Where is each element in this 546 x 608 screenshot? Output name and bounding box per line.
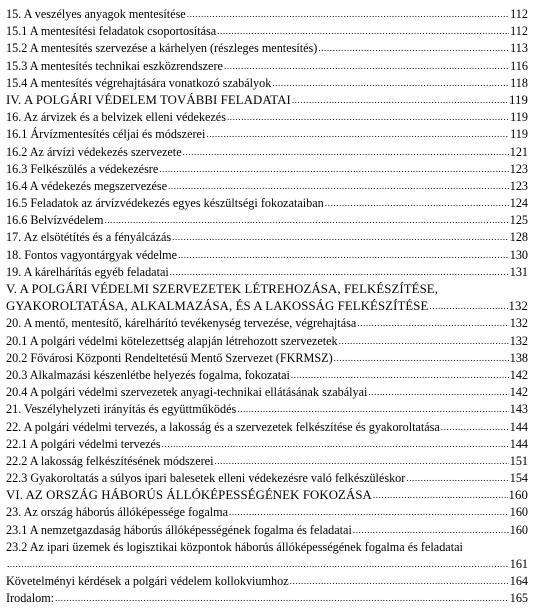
- dot-leader: [334, 354, 509, 363]
- toc-entry-page: 164: [509, 574, 528, 589]
- toc-entry-title: 15.2 A mentesítés szervezése a kárhelyen (részleges mentesítés): [6, 41, 318, 56]
- dot-leader: [159, 165, 508, 174]
- dot-leader: [168, 182, 509, 191]
- dot-leader: [170, 268, 509, 277]
- toc-entry: [6, 504, 528, 521]
- toc-entry-page: 144: [509, 436, 528, 451]
- toc-entry-title: 20.4 A polgári védelmi szervezetek anyagi-technikai ellátásának szabályai: [6, 385, 368, 400]
- toc-entry: [6, 75, 528, 92]
- toc-entry-page: 142: [509, 367, 528, 382]
- toc-entry-title: 20.3 Alkalmazási készenlétbe helyezés fogalma, fokozatai: [6, 367, 290, 382]
- toc-entry-title: Irodalom:: [6, 591, 55, 606]
- toc-entry-page: 143: [509, 402, 528, 417]
- toc-entry: [6, 315, 528, 332]
- toc-entry-title: 16.4 A védekezés megszervezése: [6, 178, 168, 193]
- dot-leader: [357, 319, 508, 328]
- toc-entry: [6, 6, 528, 23]
- toc-entry-title: 21. Veszélyhelyzeti irányítás és együttműködés: [6, 402, 237, 417]
- dot-leader: [291, 371, 509, 380]
- toc-entry-title: 16.3 Felkészülés a védekezésre: [6, 161, 159, 176]
- toc-entry-title: VI. AZ ORSZÁG HÁBORÚS ÁLLÓKÉPESSÉGÉNEK FOKOZÁSA: [6, 488, 372, 503]
- dot-leader: [172, 233, 509, 242]
- toc-entry: [6, 195, 528, 212]
- toc-chapter-heading: [6, 487, 528, 504]
- toc-entry-title: 16.2 Az árvízi védekezés szervezete: [6, 144, 182, 159]
- toc-entry-title: 22. A polgári védelmi tervezés, a lakosság és a szervezetek felkészítése és gyakoroltatása: [6, 419, 440, 434]
- toc-entry-title: 15.4 A mentesítés végrehajtására vonatkozó szabályok: [6, 75, 272, 90]
- toc-entry-title: 23. Az ország háborús állóképessége fogalma: [6, 505, 229, 520]
- dot-leader: [162, 440, 509, 449]
- toc-entry-page: 165: [509, 591, 528, 606]
- toc-entry-title: 22.2 A lakosság felkészítésének módszerei: [6, 453, 214, 468]
- dot-leader: [373, 491, 508, 500]
- toc-chapter-heading: [6, 281, 528, 315]
- toc-entry: [6, 453, 528, 470]
- toc-entry: [6, 367, 528, 384]
- toc-chapter-heading: [6, 92, 528, 109]
- toc-entry-title: 15. A veszélyes anyagok mentesítése: [6, 7, 186, 21]
- toc-entry-page: 124: [509, 196, 528, 211]
- dot-leader: [325, 199, 509, 208]
- toc-entry-page: 125: [509, 213, 528, 228]
- toc-entry-page: 160: [509, 522, 528, 537]
- toc-entry: [6, 436, 528, 453]
- toc-entry-page: 123: [509, 161, 528, 176]
- toc-entry-title-continued: GYAKOROLTATÁSA, ALKALMAZÁSA, ÉS A LAKOSSÁG FELKÉSZÍTÉSE: [6, 299, 429, 314]
- toc-entry-title: 20.1 A polgári védelmi kötelezettség alapján létrehozott szervezetek: [6, 333, 338, 348]
- toc-entry-title: 20. A mentő, mentesítő, kárelhárító tevékenység tervezése, végrehajtása: [6, 316, 357, 331]
- toc-entry-page: 132: [509, 333, 528, 348]
- dot-leader: [290, 577, 509, 586]
- toc-entry: [6, 40, 528, 57]
- toc-entry: [6, 178, 528, 195]
- toc-entry-title: 23.1 A nemzetgazdaság háborús állóképességének fogalma és feladatai: [6, 522, 352, 537]
- dot-leader: [368, 388, 508, 397]
- toc-entry: [6, 264, 528, 281]
- toc-entry-page: 118: [510, 75, 528, 90]
- toc-entry-page: 144: [509, 419, 528, 434]
- dot-leader: [183, 148, 509, 157]
- dot-leader: [318, 44, 509, 53]
- dot-leader: [224, 62, 509, 71]
- toc-entry: [6, 229, 528, 246]
- toc-entry: [6, 126, 528, 143]
- toc-entry: [6, 144, 528, 161]
- toc-entry-title: 18. Fontos vagyontárgyak védelme: [6, 247, 178, 262]
- table-of-contents: [6, 6, 528, 608]
- toc-entry: [6, 161, 528, 178]
- toc-entry: [6, 522, 528, 539]
- toc-entry-title: 16.1 Árvízmentesítés céljai és módszerei: [6, 127, 206, 142]
- toc-entry-page: 112: [510, 24, 528, 39]
- toc-entry-page: 119: [510, 127, 528, 142]
- toc-entry-title: V. A POLGÁRI VÉDELMI SZERVEZETEK LÉTREHOZÁSA, FELKÉSZÍTÉSE,: [6, 282, 439, 296]
- toc-entry: [6, 212, 528, 229]
- toc-entry: [6, 419, 528, 436]
- toc-entry-page: 123: [509, 178, 528, 193]
- dot-leader: [187, 10, 509, 19]
- toc-entry-page: 128: [509, 230, 528, 245]
- dot-leader: [237, 405, 508, 414]
- toc-entry-title: 23.2 Az ipari üzemek és logisztikai központok háborús állóképességének fogalma és feladatai: [6, 539, 463, 554]
- toc-entry: [6, 470, 528, 487]
- toc-entry-page: 119: [510, 110, 528, 125]
- toc-entry-title: 22.1 A polgári védelmi tervezés: [6, 436, 161, 451]
- toc-entry-page: 154: [509, 471, 528, 486]
- toc-entry-page: 112: [510, 7, 528, 21]
- toc-entry: [6, 539, 528, 573]
- dot-leader: [229, 508, 509, 517]
- toc-entry-page: 161: [509, 557, 528, 571]
- toc-entry-title: IV. A POLGÁRI VÉDELEM TOVÁBBI FELADATAI: [6, 92, 291, 107]
- toc-entry-title: 15.3 A mentesítés technikai eszközrendszere: [6, 58, 223, 73]
- dot-leader: [7, 560, 509, 569]
- toc-entry-page: 119: [508, 92, 528, 107]
- dot-leader: [441, 423, 509, 432]
- toc-entry-page: 116: [510, 58, 528, 73]
- dot-leader: [104, 216, 508, 225]
- toc-entry: [6, 109, 528, 126]
- dot-leader: [406, 474, 508, 483]
- dot-leader: [217, 27, 509, 36]
- toc-entry-title: 16.5 Feladatok az árvízvédekezés egyes készültségi fokozataiban: [6, 196, 324, 211]
- toc-entry: [6, 333, 528, 350]
- toc-entry-page: 160: [509, 505, 528, 520]
- toc-entry-page: 132: [508, 299, 528, 314]
- toc-entry-title: 20.2 Fővárosi Központi Rendeltetésű Mentő Szervezet (FKRMSZ): [6, 350, 333, 365]
- dot-leader: [272, 79, 509, 88]
- dot-leader: [429, 302, 507, 311]
- dot-leader: [292, 96, 508, 105]
- toc-entry-page: 151: [509, 453, 528, 468]
- toc-entry-title: 22.3 Gyakoroltatás a súlyos ipari balesetek elleni védekezésre való felkészüléskor: [6, 471, 406, 486]
- dot-leader: [227, 113, 509, 122]
- dot-leader: [206, 130, 509, 139]
- toc-entry-title: 15.1 A mentesítési feladatok csoportosítása: [6, 24, 217, 39]
- toc-entry: [6, 58, 528, 75]
- toc-entry-title: 16.6 Belvízvédelem: [6, 213, 104, 228]
- toc-entry-page: 130: [509, 247, 528, 262]
- toc-entry: [6, 573, 528, 590]
- toc-entry-title: Követelményi kérdések a polgári védelem kollokviumhoz: [6, 574, 289, 589]
- toc-entry: [6, 384, 528, 401]
- toc-entry-title: 16. Az árvizek és a belvizek elleni védekezés: [6, 110, 226, 125]
- dot-leader: [353, 526, 509, 535]
- toc-entry-page: 131: [509, 264, 528, 279]
- toc-entry: [6, 590, 528, 607]
- toc-entry-page: 138: [509, 350, 528, 365]
- toc-entry-page: 132: [509, 316, 528, 331]
- dot-leader: [55, 594, 509, 603]
- toc-entry-page: 113: [510, 41, 528, 56]
- dot-leader: [214, 457, 508, 466]
- toc-entry: [6, 247, 528, 264]
- toc-entry-page: 121: [509, 144, 528, 159]
- dot-leader: [178, 251, 509, 260]
- toc-entry-title: 19. A kárelhárítás egyéb feladatai: [6, 264, 169, 279]
- toc-entry-page: 142: [509, 385, 528, 400]
- toc-entry: [6, 401, 528, 418]
- toc-entry-title: 17. Az elsötétítés és a fényálcázás: [6, 230, 172, 245]
- toc-entry: [6, 23, 528, 40]
- dot-leader: [339, 337, 509, 346]
- toc-entry: [6, 350, 528, 367]
- toc-entry-page: 160: [508, 488, 528, 503]
